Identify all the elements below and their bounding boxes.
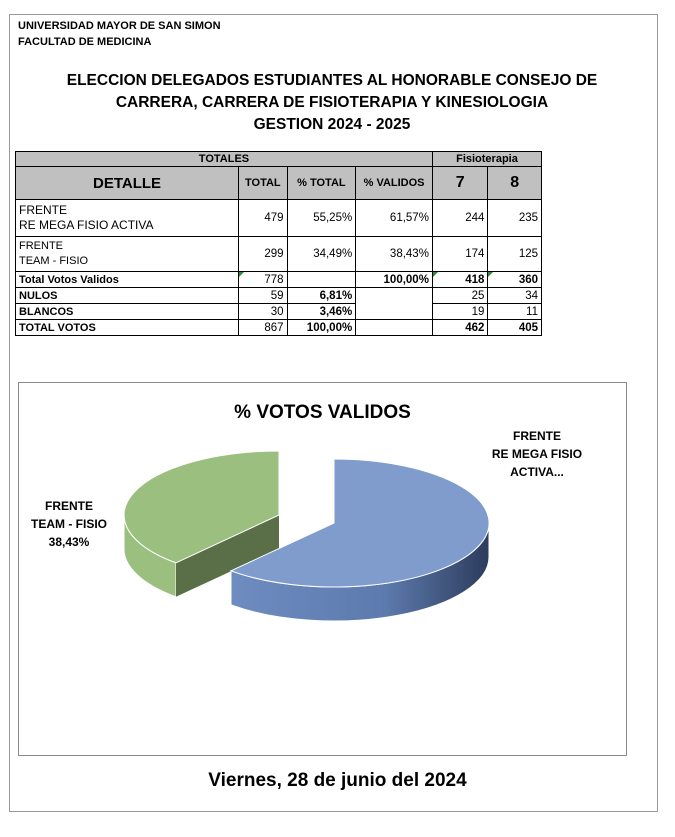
cell-semester-7: 418: [432, 272, 488, 288]
table-row-frente-1: [16, 200, 542, 237]
col-detalle: DETALLE: [16, 167, 239, 200]
cell-semester-8: 360: [488, 272, 542, 288]
col-semester-8: 8: [488, 167, 542, 200]
row-label: NULOS: [16, 288, 239, 304]
faculty-name: FACULTAD DE MEDICINA: [18, 36, 152, 48]
cell-pct-validos: 61,57%: [356, 200, 433, 237]
results-table: [15, 151, 542, 336]
cell-pct-total: 55,25%: [287, 200, 356, 237]
row-label: BLANCOS: [16, 304, 239, 320]
cell-pct-total: 6,81%: [287, 288, 356, 304]
group-career: Fisioterapia: [432, 152, 541, 167]
cell-total: 479: [239, 200, 287, 237]
cell-total: 30: [239, 304, 287, 320]
row-label: [16, 200, 239, 237]
cell-semester-7: 19: [432, 304, 488, 320]
table-column-header: [16, 167, 542, 200]
chart-title: % VOTOS VALIDOS: [234, 402, 411, 423]
cell-semester-8: 34: [488, 288, 542, 304]
cell-pct-validos-empty: [356, 288, 433, 320]
cell-pct-validos-empty: [356, 320, 433, 336]
group-totales: TOTALES: [16, 152, 433, 167]
col-pct-total: % TOTAL: [287, 167, 356, 200]
cell-semester-8: 405: [488, 320, 542, 336]
row-label-line2: TEAM - FISIO: [19, 255, 89, 267]
cell-semester-8: 125: [488, 237, 542, 272]
row-label: Total Votos Validos: [16, 272, 239, 288]
cell-semester-7: 462: [432, 320, 488, 336]
slice-label-team-fisio: [19, 497, 119, 551]
table-row-frente-2: [16, 237, 542, 272]
cell-pct-total-empty: [287, 272, 356, 288]
row-label: TOTAL VOTOS: [16, 320, 239, 336]
cell-pct-validos: 38,43%: [356, 237, 433, 272]
cell-semester-8: 235: [488, 200, 542, 237]
cell-semester-7: 174: [432, 237, 488, 272]
row-label-line2: RE MEGA FISIO ACTIVA: [19, 218, 154, 232]
cell-semester-7: 244: [432, 200, 488, 237]
cell-semester-8: 11: [488, 304, 542, 320]
row-label-line1: FRENTE: [19, 203, 67, 217]
page-title: [30, 70, 634, 136]
slice-label-line2: RE MEGA FISIO: [491, 447, 583, 461]
table-row-blancos: [16, 304, 542, 320]
institution-header: [18, 18, 221, 50]
title-line-2: CARRERA, CARRERA DE FISIOTERAPIA Y KINESIOLOGIA: [115, 94, 549, 111]
slice-label-line3: ACTIVA...: [510, 465, 564, 479]
pie-chart: [18, 382, 627, 756]
slice-label-line1: FRENTE: [513, 429, 561, 443]
slice-label-line2: TEAM - FISIO: [31, 517, 107, 531]
cell-pct-total: 3,46%: [287, 304, 356, 320]
cell-total: 778: [239, 272, 287, 288]
cell-pct-total: 100,00%: [287, 320, 356, 336]
document-date: Viernes, 28 de junio del 2024: [208, 770, 467, 791]
table-row-total: [16, 320, 542, 336]
title-line-3: GESTION 2024 - 2025: [253, 116, 411, 133]
title-line-1: ELECCION DELEGADOS ESTUDIANTES AL HONORABLE CONSEJO DE: [66, 72, 598, 89]
cell-total: 867: [239, 320, 287, 336]
col-pct-validos: % VALIDOS: [356, 167, 433, 200]
table-row-validos: [16, 272, 542, 288]
col-semester-7: 7: [432, 167, 488, 200]
slice-label-line1: FRENTE: [45, 499, 93, 513]
cell-total: 59: [239, 288, 287, 304]
cell-total: 299: [239, 237, 287, 272]
table-row-nulos: [16, 288, 542, 304]
row-label-line1: FRENTE: [19, 240, 63, 252]
slice-label-line3: 38,43%: [48, 535, 90, 549]
table-group-header: [16, 152, 542, 167]
col-total: TOTAL: [239, 167, 287, 200]
cell-pct-validos: 100,00%: [356, 272, 433, 288]
cell-pct-total: 34,49%: [287, 237, 356, 272]
university-name: UNIVERSIDAD MAYOR DE SAN SIMON: [18, 20, 221, 32]
cell-semester-7: 25: [432, 288, 488, 304]
row-label: [16, 237, 239, 272]
slice-label-re-mega-fisio-activa: [472, 427, 602, 481]
